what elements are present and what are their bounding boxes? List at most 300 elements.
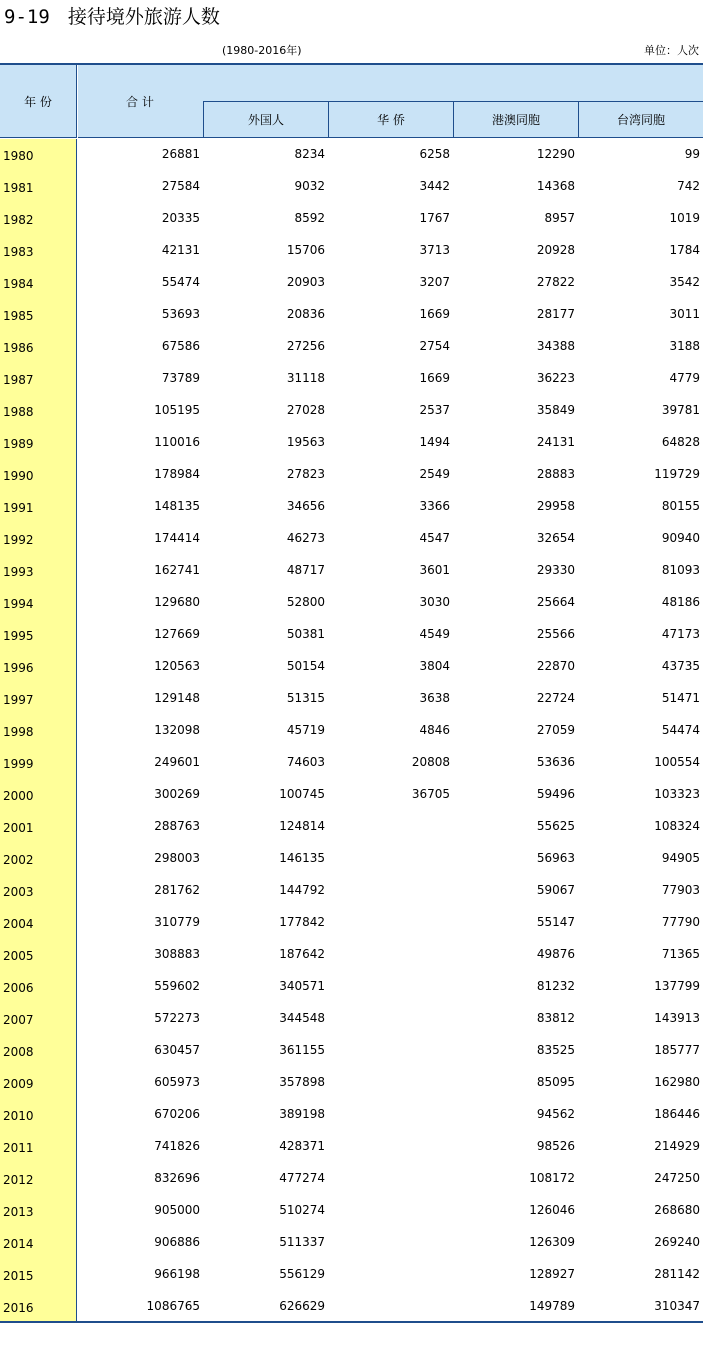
year-cell [0,1099,77,1131]
value-cell: 3601 [419,563,450,577]
value-cell: 55474 [161,275,200,289]
value-cell: 3011 [669,307,700,321]
value-cell: 20928 [536,243,575,257]
year-value: 2010 [3,1109,34,1123]
table-row [0,235,703,267]
header-hk-macao-label: 港澳同胞 [491,113,540,127]
year-range: (1980-2016年) [222,44,302,57]
year-cell [0,1035,77,1067]
value-cell: 511337 [279,1235,325,1249]
value-cell: 51471 [661,691,700,705]
table-row [0,139,703,171]
table-row [0,1099,703,1131]
year-cell [0,683,77,715]
table-row [0,651,703,683]
value-cell: 126309 [529,1235,575,1249]
year-cell [0,747,77,779]
value-cell: 269240 [654,1235,700,1249]
table-row [0,299,703,331]
year-cell [0,619,77,651]
value-cell: 1019 [669,211,700,225]
table-row [0,363,703,395]
year-cell [0,427,77,459]
value-cell: 742 [677,179,700,193]
header-taiwan-label: 台湾同胞 [616,113,665,127]
year-cell [0,395,77,427]
value-cell: 45719 [286,723,325,737]
value-cell: 94905 [661,851,700,865]
value-cell: 281142 [654,1267,700,1281]
value-cell: 99 [684,147,700,161]
value-cell: 128927 [529,1267,575,1281]
value-cell: 100745 [279,787,325,801]
year-cell [0,203,77,235]
year-value: 2007 [3,1013,34,1027]
value-cell: 83812 [536,1011,575,1025]
value-cell: 24131 [536,435,575,449]
table-row [0,1227,703,1259]
header-year-label: 年 份 [24,94,52,109]
value-cell: 8957 [544,211,575,225]
value-cell: 3713 [419,243,450,257]
year-value: 2008 [3,1045,34,1059]
value-cell: 59067 [536,883,575,897]
value-cell: 25566 [536,627,575,641]
year-cell [0,843,77,875]
value-cell: 29330 [536,563,575,577]
table-row [0,907,703,939]
year-cell [0,971,77,1003]
value-cell: 39781 [661,403,700,417]
value-cell: 74603 [286,755,325,769]
value-cell: 94562 [536,1107,575,1121]
value-cell: 4549 [419,627,450,641]
table-row [0,555,703,587]
year-value: 1994 [3,597,34,611]
year-cell [0,235,77,267]
value-cell: 27823 [286,467,325,481]
year-cell [0,171,77,203]
table-row [0,587,703,619]
value-cell: 389198 [279,1107,325,1121]
year-value: 1985 [3,309,34,323]
value-cell: 559602 [154,979,200,993]
table-bottom-rule [0,1321,703,1323]
value-cell: 49876 [536,947,575,961]
value-cell: 428371 [279,1139,325,1153]
table-body [0,139,703,1323]
value-cell: 27059 [536,723,575,737]
value-cell: 3207 [419,275,450,289]
value-cell: 129148 [154,691,200,705]
value-cell: 36223 [536,371,575,385]
value-cell: 1784 [669,243,700,257]
year-value: 2001 [3,821,34,835]
value-cell: 129680 [154,595,200,609]
value-cell: 905000 [154,1203,200,1217]
table-row [0,875,703,907]
value-cell: 64828 [661,435,700,449]
table-row [0,1259,703,1291]
value-cell: 22870 [536,659,575,673]
value-cell: 67586 [161,339,200,353]
value-cell: 77790 [661,915,700,929]
value-cell: 51315 [286,691,325,705]
value-cell: 298003 [154,851,200,865]
year-value: 2016 [3,1301,34,1315]
value-cell: 120563 [154,659,200,673]
year-cell [0,875,77,907]
value-cell: 146135 [279,851,325,865]
value-cell: 2549 [419,467,450,481]
value-cell: 4547 [419,531,450,545]
value-cell: 268680 [654,1203,700,1217]
value-cell: 28883 [536,467,575,481]
year-value: 1987 [3,373,34,387]
value-cell: 42131 [161,243,200,257]
value-cell: 27584 [161,179,200,193]
value-cell: 59496 [536,787,575,801]
value-cell: 31118 [286,371,325,385]
value-cell: 310779 [154,915,200,929]
value-cell: 174414 [154,531,200,545]
value-cell: 1767 [419,211,450,225]
year-value: 1997 [3,693,34,707]
value-cell: 185777 [654,1043,700,1057]
header-foreigners-label: 外国人 [247,113,284,127]
table-row [0,523,703,555]
value-cell: 3188 [669,339,700,353]
year-value: 1996 [3,661,34,675]
value-cell: 85095 [536,1075,575,1089]
value-cell: 2537 [419,403,450,417]
year-value: 1988 [3,405,34,419]
year-value: 1995 [3,629,34,643]
value-cell: 54474 [661,723,700,737]
year-value: 2006 [3,981,34,995]
value-cell: 137799 [654,979,700,993]
value-cell: 14368 [536,179,575,193]
value-cell: 127669 [154,627,200,641]
value-cell: 340571 [279,979,325,993]
value-cell: 1494 [419,435,450,449]
value-cell: 19563 [286,435,325,449]
value-cell: 214929 [654,1139,700,1153]
value-cell: 108324 [654,819,700,833]
value-cell: 50154 [286,659,325,673]
table-row [0,331,703,363]
table-row [0,1067,703,1099]
year-value: 1986 [3,341,34,355]
value-cell: 73789 [161,371,200,385]
value-cell: 1086765 [146,1299,200,1313]
value-cell: 344548 [279,1011,325,1025]
value-cell: 27256 [286,339,325,353]
value-cell: 80155 [661,499,700,513]
table-row [0,395,703,427]
year-cell [0,363,77,395]
value-cell: 48717 [286,563,325,577]
table-row [0,1195,703,1227]
year-cell [0,939,77,971]
table-row [0,203,703,235]
value-cell: 81093 [661,563,700,577]
table-row [0,171,703,203]
value-cell: 15706 [286,243,325,257]
value-cell: 108172 [529,1171,575,1185]
value-cell: 83525 [536,1043,575,1057]
value-cell: 20808 [411,755,450,769]
year-value: 1983 [3,245,34,259]
year-cell [0,1131,77,1163]
header-group-cell [203,65,703,101]
table-row [0,747,703,779]
table-row [0,1131,703,1163]
table-title: 接待境外旅游人数 [67,6,220,28]
value-cell: 90940 [661,531,700,545]
value-cell: 281762 [154,883,200,897]
table-row [0,715,703,747]
value-cell: 357898 [279,1075,325,1089]
value-cell: 1669 [419,307,450,321]
year-cell [0,587,77,619]
year-cell [0,715,77,747]
value-cell: 1669 [419,371,450,385]
year-value: 2000 [3,789,34,803]
year-cell [0,299,77,331]
value-cell: 626629 [279,1299,325,1313]
year-value: 2011 [3,1141,34,1155]
value-cell: 162741 [154,563,200,577]
year-cell [0,523,77,555]
year-cell [0,1067,77,1099]
value-cell: 27028 [286,403,325,417]
value-cell: 178984 [154,467,200,481]
year-value: 1980 [3,149,34,163]
year-value: 2014 [3,1237,34,1251]
table-row [0,1163,703,1195]
table-row [0,1003,703,1035]
value-cell: 6258 [419,147,450,161]
value-cell: 46273 [286,531,325,545]
year-value: 2003 [3,885,34,899]
year-value: 2009 [3,1077,34,1091]
year-value: 1998 [3,725,34,739]
header-overseas-chinese [328,101,453,138]
value-cell: 605973 [154,1075,200,1089]
value-cell: 48186 [661,595,700,609]
header-taiwan [578,101,703,138]
year-cell [0,651,77,683]
value-cell: 8592 [294,211,325,225]
value-cell: 247250 [654,1171,700,1185]
value-cell: 148135 [154,499,200,513]
value-cell: 144792 [279,883,325,897]
table-row [0,939,703,971]
value-cell: 27822 [536,275,575,289]
value-cell: 34388 [536,339,575,353]
value-cell: 35849 [536,403,575,417]
year-value: 1981 [3,181,34,195]
header-total [78,65,203,138]
value-cell: 47173 [661,627,700,641]
year-value: 2015 [3,1269,34,1283]
header-foreigners [203,101,328,138]
value-cell: 3804 [419,659,450,673]
year-value: 2002 [3,853,34,867]
value-cell: 300269 [154,787,200,801]
header-hk-macao [453,101,578,138]
value-cell: 32654 [536,531,575,545]
value-cell: 556129 [279,1267,325,1281]
value-cell: 53693 [161,307,200,321]
value-cell: 20836 [286,307,325,321]
value-cell: 572273 [154,1011,200,1025]
value-cell: 143913 [654,1011,700,1025]
value-cell: 630457 [154,1043,200,1057]
page-title [4,5,220,29]
value-cell: 50381 [286,627,325,641]
value-cell: 81232 [536,979,575,993]
year-value: 1992 [3,533,34,547]
year-value: 2012 [3,1173,34,1187]
value-cell: 55625 [536,819,575,833]
year-value: 1991 [3,501,34,515]
table-row [0,779,703,811]
table-row [0,683,703,715]
header-total-label: 合 计 [126,95,154,109]
year-value: 1990 [3,469,34,483]
value-cell: 906886 [154,1235,200,1249]
value-cell: 310347 [654,1299,700,1313]
year-cell [0,779,77,811]
value-cell: 4846 [419,723,450,737]
value-cell: 36705 [411,787,450,801]
year-value: 1999 [3,757,34,771]
value-cell: 100554 [654,755,700,769]
year-cell [0,1003,77,1035]
table-row [0,1035,703,1067]
year-value: 2013 [3,1205,34,1219]
value-cell: 288763 [154,819,200,833]
year-cell [0,555,77,587]
table-row [0,267,703,299]
value-cell: 832696 [154,1171,200,1185]
value-cell: 4779 [669,371,700,385]
year-cell [0,1163,77,1195]
table-row [0,1291,703,1323]
value-cell: 43735 [661,659,700,673]
value-cell: 3542 [669,275,700,289]
year-cell [0,1259,77,1291]
value-cell: 2754 [419,339,450,353]
value-cell: 3638 [419,691,450,705]
table-number: 9-19 [4,6,50,28]
value-cell: 186446 [654,1107,700,1121]
value-cell: 477274 [279,1171,325,1185]
value-cell: 20903 [286,275,325,289]
value-cell: 149789 [529,1299,575,1313]
year-cell [0,491,77,523]
value-cell: 20335 [161,211,200,225]
year-cell [0,267,77,299]
value-cell: 308883 [154,947,200,961]
year-cell [0,1195,77,1227]
value-cell: 3442 [419,179,450,193]
table-row [0,843,703,875]
header-overseas-chinese-label: 华 侨 [377,113,405,127]
value-cell: 187642 [279,947,325,961]
value-cell: 34656 [286,499,325,513]
value-cell: 105195 [154,403,200,417]
year-value: 2005 [3,949,34,963]
value-cell: 12290 [536,147,575,161]
value-cell: 124814 [279,819,325,833]
value-cell: 3030 [419,595,450,609]
value-cell: 162980 [654,1075,700,1089]
value-cell: 8234 [294,147,325,161]
year-cell [0,907,77,939]
value-cell: 670206 [154,1107,200,1121]
value-cell: 361155 [279,1043,325,1057]
value-cell: 26881 [161,147,200,161]
year-value: 1989 [3,437,34,451]
table-row [0,971,703,1003]
value-cell: 510274 [279,1203,325,1217]
value-cell: 103323 [654,787,700,801]
value-cell: 177842 [279,915,325,929]
year-value: 1993 [3,565,34,579]
value-cell: 77903 [661,883,700,897]
value-cell: 22724 [536,691,575,705]
unit-label: 单位：人次 [644,44,699,57]
value-cell: 25664 [536,595,575,609]
value-cell: 29958 [536,499,575,513]
value-cell: 55147 [536,915,575,929]
value-cell: 53636 [536,755,575,769]
value-cell: 56963 [536,851,575,865]
value-cell: 110016 [154,435,200,449]
header-year [0,65,77,138]
year-value: 1984 [3,277,34,291]
value-cell: 249601 [154,755,200,769]
value-cell: 9032 [294,179,325,193]
value-cell: 741826 [154,1139,200,1153]
table-row [0,459,703,491]
table-row [0,491,703,523]
value-cell: 98526 [536,1139,575,1153]
value-cell: 71365 [661,947,700,961]
year-cell [0,1291,77,1323]
year-cell [0,811,77,843]
year-value: 2004 [3,917,34,931]
value-cell: 52800 [286,595,325,609]
year-value: 1982 [3,213,34,227]
year-cell [0,1227,77,1259]
year-cell [0,139,77,171]
value-cell: 132098 [154,723,200,737]
value-cell: 3366 [419,499,450,513]
year-cell [0,459,77,491]
value-cell: 966198 [154,1267,200,1281]
value-cell: 126046 [529,1203,575,1217]
value-cell: 28177 [536,307,575,321]
year-cell [0,331,77,363]
table-row [0,427,703,459]
table-row [0,811,703,843]
value-cell: 119729 [654,467,700,481]
table-row [0,619,703,651]
